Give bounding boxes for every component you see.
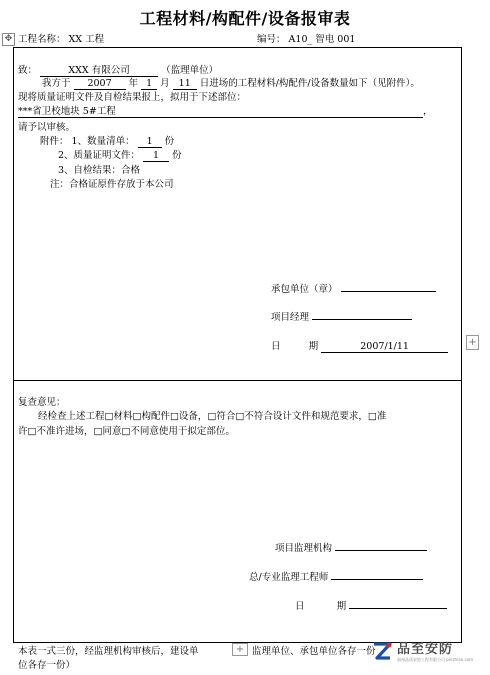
review-heading: 复查意见： xyxy=(18,397,66,408)
form-number-label: 编号： xyxy=(257,34,286,45)
location-field[interactable]: ***省卫校地块 5#工程 xyxy=(18,106,423,118)
attachment-1-label: 1、数量清单： xyxy=(71,136,135,147)
attachment-label: 附件： xyxy=(40,136,69,147)
engineer-field[interactable] xyxy=(331,579,423,580)
arrival-month[interactable]: 1 xyxy=(141,78,157,90)
please-review: 请予以审核。 xyxy=(18,122,76,133)
contractor-signature xyxy=(271,284,436,296)
attachment-2-count[interactable]: 1 xyxy=(143,150,169,162)
contractor-field[interactable] xyxy=(341,291,436,292)
section-divider xyxy=(13,380,462,381)
attachment-1 xyxy=(40,136,174,148)
attachment-1-unit: 份 xyxy=(164,136,175,147)
engineer-signature xyxy=(249,572,423,584)
review-date-label-1: 日 xyxy=(295,601,305,612)
review-line-2: 许□不准许进场，□同意□不同意使用于拟定部位。 xyxy=(18,426,235,437)
attachment-3: 3、自检结果：合格 xyxy=(58,165,141,176)
certificate-note: 注：合格证原件存放于本公司 xyxy=(50,179,174,190)
logo-name: 品至安防 xyxy=(397,642,454,657)
add-row-plus-icon[interactable]: + xyxy=(232,643,248,656)
attachment-2 xyxy=(58,150,182,162)
location-line xyxy=(18,106,433,118)
engineer-label: 总/专业监理工程师 xyxy=(249,572,329,583)
location-comma: ， xyxy=(423,106,433,117)
footer-line-1a: 本表一式三份，经监理机构审核后，建设单 xyxy=(18,646,199,657)
to-label: 致： xyxy=(18,65,38,76)
submit-date xyxy=(271,341,448,353)
project-name xyxy=(18,34,104,46)
attachment-2-label: 2、质量证明文件： xyxy=(58,150,141,161)
we-on-label: 我方于 xyxy=(42,78,71,89)
arrival-line xyxy=(42,78,420,90)
manager-signature xyxy=(271,312,412,324)
supervisor-org-signature xyxy=(275,543,427,555)
manager-field[interactable] xyxy=(312,319,412,320)
addressee-line xyxy=(18,65,218,77)
supervisor-company[interactable]: XXX 有限公司 xyxy=(40,65,158,77)
page-title: 工程材料/构配件/设备报审表 xyxy=(139,9,351,28)
review-date-label-2: 期 xyxy=(336,601,347,612)
review-line-1: 经检查上述工程□材料□构配件□设备，□符合□不符合设计文件和规范要求，□准 xyxy=(38,411,387,422)
supervisor-org-field[interactable] xyxy=(335,550,427,551)
contractor-label: 承包单位（章） xyxy=(271,284,338,295)
review-date xyxy=(295,601,447,613)
project-name-label: 工程名称： xyxy=(18,34,66,45)
year-unit: 年 xyxy=(128,78,139,89)
arrival-text: 日进场的工程材料/构配件/设备数量如下（见附件）。 xyxy=(199,78,420,89)
form-number-value: A10_ 智电 001 xyxy=(288,34,356,45)
date-label-2: 期 xyxy=(308,341,319,352)
footer-line-2: 位各存一份） xyxy=(18,660,76,671)
month-unit: 月 xyxy=(160,78,170,89)
review-date-field[interactable] xyxy=(349,608,447,609)
arrival-year[interactable]: 2007 xyxy=(74,78,126,90)
footer-line-1b: 监理单位、承包单位各存一份 xyxy=(252,646,376,657)
submit-date-field[interactable]: 2007/1/11 xyxy=(321,341,448,353)
arrival-day[interactable]: 11 xyxy=(173,78,197,90)
add-column-plus-icon[interactable]: + xyxy=(466,335,479,350)
brand-logo xyxy=(370,637,488,673)
project-name-value: XX 工程 xyxy=(68,34,105,45)
logo-mark-icon xyxy=(370,639,394,663)
form-number xyxy=(257,34,355,46)
table-move-icon[interactable]: ✥ xyxy=(2,33,15,46)
supervisor-org-label: 项目监理机构 xyxy=(275,543,333,554)
date-label-1: 日 xyxy=(271,341,281,352)
supervisor-note: （监理单位） xyxy=(161,65,219,76)
attachment-1-count[interactable]: 1 xyxy=(138,136,162,148)
manager-label: 项目经理 xyxy=(271,312,310,323)
attachment-2-unit: 份 xyxy=(172,150,182,161)
logo-subtitle: 福州品质安防工程有限公司 pinzhian.com xyxy=(397,657,474,662)
submission-line: 现将质量证明文件及自检结果报上，拟用于下述部位： xyxy=(18,92,247,103)
